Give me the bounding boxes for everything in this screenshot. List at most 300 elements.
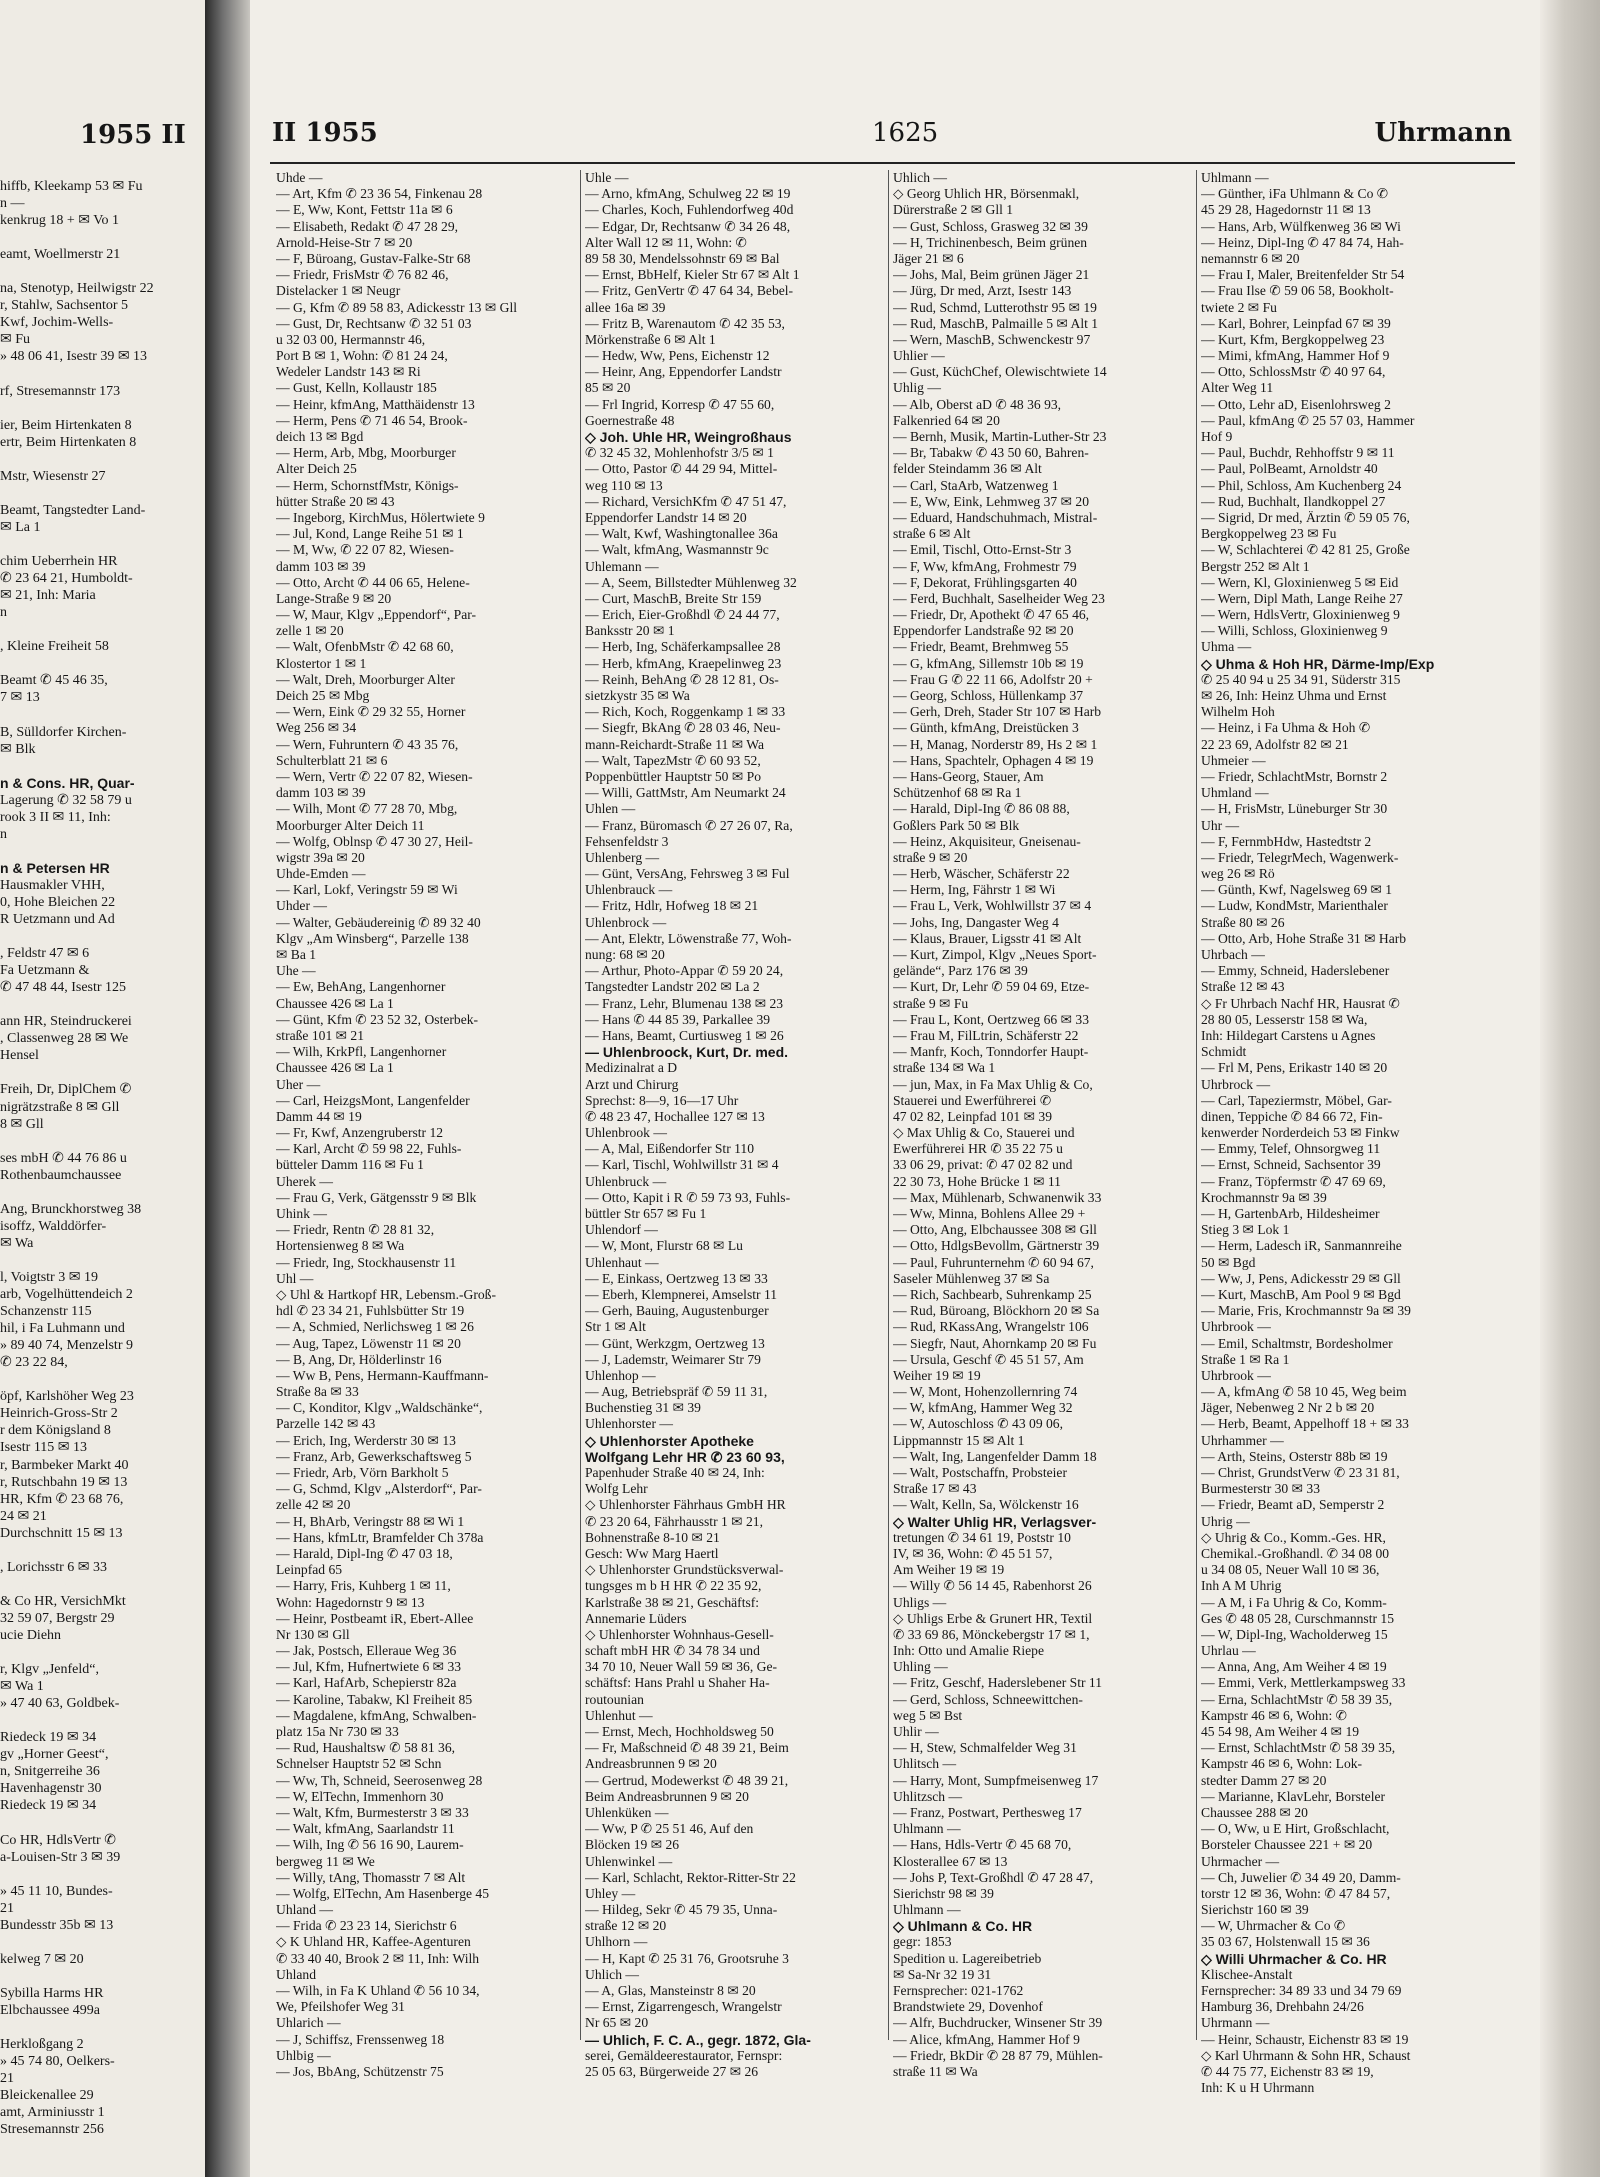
directory-entry-line: ◇ Fr Uhrbach Nachf HR, Hausrat ✆ <box>1201 995 1400 1011</box>
left-page-fragment-line <box>0 655 215 672</box>
left-page-fragment-line: Ang, Brunckhorstweg 38 <box>0 1201 142 1217</box>
directory-entry-line: Inh: Otto und Amalie Riepe <box>893 1643 1045 1659</box>
directory-entry-line: — Siegfr, BkAng ✆ 28 03 46, Neu- <box>585 720 781 736</box>
directory-entry-line: ◇ Georg Uhlich HR, Börsenmakl, <box>893 186 1080 202</box>
directory-entry-line: Alter Weg 11 <box>1201 380 1274 396</box>
left-page-fragment-line <box>0 996 215 1013</box>
directory-entry-line: — Otto, Ang, Elbchaussee 308 ✉ Gll <box>893 1222 1097 1238</box>
directory-entry-line: Uhlenberg — <box>585 849 660 865</box>
directory-entry-line: büttler Str 657 ✉ Fu 1 <box>585 1206 707 1221</box>
left-page-fragment-line: Durchschnitt 15 ✉ 13 <box>0 1525 123 1541</box>
directory-entry-line: Uhlitzsch — <box>893 1788 963 1804</box>
directory-entry-line: — Walt, TapezMstr ✆ 60 93 52, <box>585 752 761 768</box>
directory-entry-line: Uhlendorf — <box>585 1222 658 1238</box>
directory-entry-line: Uhde — <box>276 170 323 185</box>
directory-entry-line: — Ernst, SchlachtMstr ✆ 58 39 35, <box>1201 1740 1396 1756</box>
directory-entry-line: — Fr, Kwf, Anzengruberstr 12 <box>276 1125 444 1141</box>
directory-entry-line: Mörkenstraße 6 ✉ Alt 1 <box>585 331 716 347</box>
directory-entry-line: — Fritz, GenVertr ✆ 47 64 34, Bebel- <box>585 283 794 299</box>
directory-entry-line: Straße 8a ✉ 33 <box>276 1384 359 1400</box>
left-page-fragment-line: ucie Diehn <box>0 1627 62 1643</box>
directory-entry-line: ◇ Uhl & Hartkopf HR, Lebensm.-Groß- <box>276 1286 496 1302</box>
directory-entry-line: Bergstr 252 ✉ Alt 1 <box>1201 558 1310 574</box>
directory-column-1 <box>276 170 568 2080</box>
directory-entry-line: — Willy, tAng, Thomasstr 7 ✉ Alt <box>276 1869 466 1885</box>
directory-entry-line: Lippmannstr 15 ✉ Alt 1 <box>893 1432 1025 1448</box>
directory-entry-line: — Heinr, Schaustr, Eichenstr 83 ✉ 19 <box>1201 2031 1409 2047</box>
directory-entry-line: Damm 44 ✉ 19 <box>276 1108 362 1124</box>
directory-entry-line: tretungen ✆ 34 61 19, Poststr 10 <box>893 1529 1071 1545</box>
directory-entry-line: Uhlenhut — <box>585 1707 653 1723</box>
left-page-fragment-line <box>0 928 215 945</box>
directory-entry-line: — Frau L, Kont, Oertzweg 66 ✉ 33 <box>893 1011 1090 1027</box>
directory-entry-line: Chaussee 288 ✉ 20 <box>1201 1804 1308 1820</box>
directory-column-4 <box>1201 170 1493 2096</box>
directory-entry-line: ◇ Uhma & Hoh HR, Därme-Imp/Exp <box>1201 655 1435 672</box>
directory-entry-line: — Jürg, Dr med, Arzt, Isestr 143 <box>893 283 1072 299</box>
directory-entry-line: — Hans-Georg, Stauer, Am <box>893 768 1044 784</box>
directory-entry-line: — Gerh, Dreh, Stader Str 107 ✉ Harb <box>893 704 1102 720</box>
directory-entry-line: Uherek — <box>276 1173 333 1189</box>
directory-entry-line: — Sigrid, Dr med, Ärztin ✆ 59 05 76, <box>1201 509 1410 525</box>
directory-entry-line: — Wilh, Mont ✆ 77 28 70, Mbg, <box>276 801 458 817</box>
directory-entry-line: — Emmy, Schneid, Haderslebener <box>1201 963 1390 979</box>
directory-entry-line: 35 03 67, Holstenwall 15 ✉ 36 <box>1201 1934 1370 1950</box>
directory-entry-line: — Rud, MaschB, Palmaille 5 ✉ Alt 1 <box>893 315 1099 331</box>
directory-entry-line: — Ferd, Buchhalt, Saselheider Weg 23 <box>893 590 1105 606</box>
directory-entry-line: Wohn: Hagedornstr 9 ✉ 13 <box>276 1594 425 1610</box>
directory-entry-line: — Franz, Postwart, Perthesweg 17 <box>893 1804 1082 1820</box>
directory-entry-line: Weg 256 ✉ 34 <box>276 720 357 736</box>
directory-page <box>250 0 1540 2177</box>
directory-entry-line: — Jul, Kond, Lange Reihe 51 ✉ 1 <box>276 526 464 542</box>
directory-entry-line: Uhlemann — <box>585 558 659 574</box>
directory-entry-line: — Friedr, BkDir ✆ 28 87 79, Mühlen- <box>893 2047 1103 2063</box>
directory-entry-line: — Heinr, Ang, Eppendorfer Landstr <box>585 364 782 380</box>
directory-entry-line: — Walt, kfmAng, Wasmannstr 9c <box>585 542 769 558</box>
directory-entry-line: Chaussee 426 ✉ La 1 <box>276 995 394 1011</box>
directory-entry-line: Moorburger Alter Deich 11 <box>276 817 425 833</box>
directory-entry-line: — Ludw, KondMstr, Marienthaler <box>1201 898 1388 914</box>
directory-entry-line: — E, Ww, Kont, Fettstr 11a ✉ 6 <box>276 202 453 218</box>
directory-entry-line: — Hans, Spachtelr, Ophagen 4 ✉ 19 <box>893 752 1094 768</box>
left-page-fragment-line: Schanzenstr 115 <box>0 1304 92 1320</box>
directory-entry-line: — Karl, Archt ✆ 59 98 22, Fuhls- <box>276 1141 462 1157</box>
left-page-fragment-line: Rothenbaumchaussee <box>0 1167 122 1183</box>
directory-entry-line: — Friedr, Rentn ✆ 28 81 32, <box>276 1222 435 1238</box>
left-page-fragment-line: hiffb, Kleekamp 53 ✉ Fu <box>0 179 143 194</box>
directory-entry-line: — Gust, KüchChef, Olewischtwiete 14 <box>893 364 1107 380</box>
directory-entry-line: — Ursula, Geschf ✆ 45 51 57, Am <box>893 1351 1084 1367</box>
directory-entry-line: — H, BhArb, Veringstr 88 ✉ Wi 1 <box>276 1513 465 1529</box>
directory-entry-line: Straße 1 ✉ Ra 1 <box>1201 1351 1290 1367</box>
directory-entry-line: — Arth, Steins, Osterstr 88b ✉ 19 <box>1201 1448 1388 1464</box>
directory-entry-line: — Walt, Kelln, Sa, Wölckenstr 16 <box>893 1497 1079 1513</box>
left-page-fragment-line: Mstr, Wiesenstr 27 <box>0 468 106 484</box>
directory-entry-line: — Hedw, Ww, Pens, Eichenstr 12 <box>585 348 770 364</box>
directory-entry-line: Uhlbig — <box>276 2047 331 2063</box>
directory-entry-line: — Manfr, Koch, Tonndorfer Haupt- <box>893 1044 1089 1060</box>
directory-entry-line: — E, Einkass, Oertzweg 13 ✉ 33 <box>585 1270 768 1286</box>
directory-entry-line: — A, Seem, Billstedter Mühlenweg 32 <box>585 574 797 590</box>
directory-entry-line: Uhlenhorster — <box>585 1416 673 1432</box>
directory-entry-line: — Curt, MaschB, Breite Str 159 <box>585 590 762 606</box>
directory-entry-line: — Mimi, kfmAng, Hammer Hof 9 <box>1201 348 1390 364</box>
directory-entry-line: ✆ 23 20 64, Fährhausstr 1 ✉ 21, <box>585 1513 763 1529</box>
directory-entry-line: — Karl, Lokf, Veringstr 59 ✉ Wi <box>276 882 458 898</box>
directory-entry-line: torstr 12 ✉ 36, Wohn: ✆ 47 84 57, <box>1201 1885 1391 1901</box>
directory-entry-line: — Rud, Buchhalt, Ilandkoppel 27 <box>1201 493 1386 509</box>
directory-entry-line: Klostertor 1 ✉ 1 <box>276 655 367 671</box>
left-page-fragment-line: Stresemannstr 256 <box>0 2122 104 2138</box>
directory-entry-line: 89 58 30, Mendelssohnstr 69 ✉ Bal <box>585 250 780 266</box>
directory-entry-line: nung: 68 ✉ 20 <box>585 947 665 962</box>
directory-entry-line: Uhrbrock — <box>1201 1076 1271 1092</box>
left-page-fragment-line: HR, Kfm ✆ 23 68 76, <box>0 1491 124 1507</box>
directory-entry-line: — Otto, Archt ✆ 44 06 65, Helene- <box>276 574 470 590</box>
left-page-fragment-line: 32 59 07, Bergstr 29 <box>0 1610 115 1626</box>
directory-entry-line: twiete 2 ✉ Fu <box>1201 299 1277 315</box>
directory-entry-line: Port B ✉ 1, Wohn: ✆ 81 24 24, <box>276 348 448 364</box>
directory-entry-line: stedter Damm 27 ✉ 20 <box>1201 1772 1327 1788</box>
directory-entry-line: ✉ Ba 1 <box>276 947 317 962</box>
directory-entry-line: — Kurt, Kfm, Bergkoppelweg 23 <box>1201 331 1385 347</box>
directory-entry-line: Uhley — <box>585 1885 636 1901</box>
directory-entry-line: — Walt, Kwf, Washingtonallee 36a <box>585 526 778 542</box>
directory-entry-line: — Frau G ✆ 22 11 66, Adolfstr 20 + <box>893 671 1093 687</box>
left-page-fragment-line: r, Rutschbahn 19 ✉ 13 <box>0 1474 128 1490</box>
directory-entry-line: weg 26 ✉ Rö <box>1201 866 1275 882</box>
directory-entry-line: — Friedr, Dr, Apothekt ✆ 47 65 46, <box>893 607 1090 623</box>
directory-entry-line: — Wilh, Ing ✆ 56 16 90, Laurem- <box>276 1837 464 1853</box>
directory-entry-line: — H, Trichinenbesch, Beim grünen <box>893 234 1088 250</box>
left-page-fragment-line: Elbchaussee 499a <box>0 2003 100 2019</box>
left-page-fragment-line: Isestr 115 ✉ 13 <box>0 1440 88 1456</box>
directory-entry-line: Uhlenbruck — <box>585 1173 667 1189</box>
directory-entry-line: ◇ Uhlenhorster Wohnhaus-Gesell- <box>585 1626 774 1642</box>
directory-entry-line: — Bernh, Musik, Martin-Luther-Str 23 <box>893 429 1107 444</box>
directory-entry-line: — Herb, Wäscher, Schäferstr 22 <box>893 866 1070 882</box>
left-page-fragment-line <box>0 1712 215 1729</box>
directory-entry-line: — E, Ww, Eink, Lehmweg 37 ✉ 20 <box>893 493 1090 509</box>
left-page-fragment <box>0 0 215 2177</box>
directory-entry-line: Uhlenbrook — <box>585 1125 667 1141</box>
left-page-fragment-line: gv „Horner Geest“, <box>0 1747 109 1763</box>
directory-entry-line: Uhmeier — <box>1201 752 1266 768</box>
section-label: II 1955 <box>272 118 378 148</box>
directory-entry-line: — Friedr, Arb, Vörn Barkholt 5 <box>276 1465 449 1480</box>
directory-entry-line: Uhlier — <box>893 348 945 364</box>
left-page-fragment-line: ✉ Wa 1 <box>0 1679 44 1695</box>
directory-entry-line: — Willi, Schloss, Gloxinienweg 9 <box>1201 623 1388 639</box>
directory-entry-line: — Ww, P ✆ 25 51 46, Auf den <box>585 1821 754 1837</box>
directory-entry-line: — Otto, Lehr aD, Eisenlohrsweg 2 <box>1201 396 1391 412</box>
left-page-fragment-line: r dem Königsland 8 <box>0 1423 111 1439</box>
directory-entry-line: — Jul, Kfm, Hufnertwiete 6 ✉ 33 <box>276 1659 462 1675</box>
directory-entry-line: — Walt, kfmAng, Saarlandstr 11 <box>276 1821 455 1837</box>
directory-entry-line: — Wern, MaschB, Schwenckestr 97 <box>893 331 1091 347</box>
directory-entry-line: Kampstr 46 ✉ 6, Wohn: ✆ <box>1201 1707 1348 1723</box>
directory-entry-line: — Rud, Haushaltsw ✆ 58 81 36, <box>276 1740 456 1756</box>
directory-entry-line: felder Steindamm 36 ✉ Alt <box>893 461 1042 477</box>
directory-entry-line: Uhligs — <box>893 1594 947 1610</box>
left-page-fragment-line <box>0 1184 215 1201</box>
directory-entry-line: — Hans, Beamt, Curtiusweg 1 ✉ 26 <box>585 1027 784 1043</box>
directory-entry-line: schäftsf: Hans Prahl u Shaher Ha- <box>585 1675 770 1691</box>
directory-entry-line: serei, Gemäldeerestaurator, Fernspr: <box>585 2047 783 2063</box>
directory-entry-line: — Rich, Koch, Roggenkamp 1 ✉ 33 <box>585 704 786 720</box>
directory-entry-line: Ewerführerei HR ✆ 35 22 75 u <box>893 1141 1063 1157</box>
directory-entry-line: — Harry, Fris, Kuhberg 1 ✉ 11, <box>276 1578 451 1594</box>
directory-entry-line: Fernsprecher: 34 89 33 und 34 79 69 <box>1201 1983 1402 1998</box>
directory-entry-line: Karlstraße 38 ✉ 21, Geschäftsf: <box>585 1594 760 1610</box>
directory-entry-line: — H, Kapt ✆ 25 31 76, Grootsruhe 3 <box>585 1950 789 1966</box>
directory-entry-line: damm 103 ✉ 39 <box>276 558 366 574</box>
left-page-fragment-line: ier, Beim Hirtenkaten 8 <box>0 417 132 433</box>
directory-entry-line: Uhland — <box>276 1902 334 1918</box>
left-page-fragment-line: ✉ 21, Inh: Maria <box>0 588 96 604</box>
directory-entry-line: — Paul, Fuhrunternehm ✆ 60 94 67, <box>893 1254 1094 1270</box>
directory-entry-line: Uhlig — <box>893 380 941 396</box>
directory-entry-line: straße 101 ✉ 21 <box>276 1027 365 1043</box>
directory-entry-line: Uhlmann — <box>893 1902 961 1918</box>
directory-entry-line: Gesch: Ww Marg Haertl <box>585 1545 719 1561</box>
left-page-fragment-line <box>0 1064 215 1081</box>
directory-entry-line: — W, Autoschloss ✆ 43 09 06, <box>893 1416 1064 1432</box>
directory-entry-line: ✆ 44 75 77, Eichenstr 83 ✉ 19, <box>1201 2063 1374 2079</box>
directory-entry-line: — Siegfr, Naut, Ahornkamp 20 ✉ Fu <box>893 1335 1097 1351</box>
directory-entry-line: — A, Schmied, Nerlichsweg 1 ✉ 26 <box>276 1319 474 1335</box>
directory-entry-line: Kampstr 46 ✉ 6, Wohn: Lok- <box>1201 1756 1363 1772</box>
left-page-fragment-line: R Uetzmann und Ad <box>0 912 115 928</box>
directory-entry-line: — Herm, Ing, Fährstr 1 ✉ Wi <box>893 882 1056 898</box>
left-page-fragment-line: Kwf, Jochim-Wells- <box>0 315 114 331</box>
directory-entry-line: — Günth, kfmAng, Dreistücken 3 <box>893 720 1079 736</box>
left-page-fragment-line: n <box>0 826 7 842</box>
directory-entry-line: — Hans ✆ 44 85 39, Parkallee 39 <box>585 1011 771 1027</box>
directory-entry-line: — Elisabeth, Redakt ✆ 47 28 29, <box>276 218 459 234</box>
directory-entry-line: Goernestraße 48 <box>585 412 675 428</box>
directory-entry-line: Straße 12 ✉ 43 <box>1201 979 1285 995</box>
directory-entry-line: 85 ✉ 20 <box>585 380 631 396</box>
directory-entry-line: tungsges m b H HR ✆ 22 35 92, <box>585 1578 762 1594</box>
left-page-fragment-line: ann HR, Steindruckerei <box>0 1014 132 1030</box>
left-page-fragment-line <box>0 485 215 502</box>
left-page-fragment-line <box>0 263 215 280</box>
directory-entry-line: — Alfr, Buchdrucker, Winsener Str 39 <box>893 2015 1103 2031</box>
directory-entry-line: — Willi, GattMstr, Am Neumarkt 24 <box>585 785 786 801</box>
directory-entry-line: mann-Reichardt-Straße 11 ✉ Wa <box>585 736 765 752</box>
left-page-fragment-line: B, Sülldorfer Kirchen- <box>0 724 127 740</box>
directory-entry-line: — Fritz, Geschf, Haderslebener Str 11 <box>893 1675 1103 1691</box>
directory-entry-line: — F, Büroang, Gustav-Falke-Str 68 <box>276 250 471 266</box>
left-page-fragment-line: 8 ✉ Gll <box>0 1116 44 1132</box>
directory-entry-line: — Walt, Kfm, Burmesterstr 3 ✉ 33 <box>276 1804 469 1820</box>
left-page-fragment-line: & Co HR, VersichMkt <box>0 1593 126 1609</box>
directory-entry-line: Uhlmann — <box>893 1821 961 1837</box>
directory-entry-line: Uhder — <box>276 898 327 914</box>
directory-entry-line: — jun, Max, in Fa Max Uhlig & Co, <box>893 1076 1093 1092</box>
directory-entry-line: nemannstr 6 ✉ 20 <box>1201 250 1300 266</box>
left-page-fragment-line: rook 3 II ✉ 11, Inh: <box>0 809 111 825</box>
directory-entry-line: gelände“, Parz 176 ✉ 39 <box>893 963 1028 979</box>
directory-entry-line: Uhlenhop — <box>585 1367 656 1383</box>
directory-entry-line: Buchenstieg 31 ✉ 39 <box>585 1400 701 1416</box>
directory-entry-line: 47 02 82, Leinpfad 101 ✉ 39 <box>893 1108 1053 1124</box>
directory-entry-line: — Rud, Büroang, Blöckhorn 20 ✉ Sa <box>893 1303 1100 1319</box>
directory-entry-line: Annemarie Lüders <box>585 1610 687 1626</box>
left-page-fragment-line: nigrätzstraße 8 ✉ Gll <box>0 1099 120 1115</box>
directory-entry-line: — Arno, kfmAng, Schulweg 22 ✉ 19 <box>585 186 791 202</box>
directory-entry-line: Klischee-Anstalt <box>1201 1966 1293 1982</box>
directory-entry-line: — Otto, Pastor ✆ 44 29 94, Mittel- <box>585 461 778 477</box>
directory-entry-line: — Carl, StaArb, Watzenweg 1 <box>893 477 1059 493</box>
left-page-fragment-line: amt, Arminiusstr 1 <box>0 2105 105 2121</box>
left-page-fragment-line <box>0 1934 215 1951</box>
directory-entry-line: — Ernst, Mech, Hochholdsweg 50 <box>585 1724 774 1739</box>
directory-entry-line: zelle 1 ✉ 20 <box>276 623 344 639</box>
directory-entry-line: kenwerder Norderdeich 53 ✉ Finkw <box>1201 1125 1400 1141</box>
left-page-fragment-line: Heinrich-Gross-Str 2 <box>0 1406 118 1422</box>
directory-entry-line: — J, Lademstr, Weimarer Str 79 <box>585 1351 761 1367</box>
directory-entry-line: — J, Schiffsz, Frenssenweg 18 <box>276 2031 445 2047</box>
directory-entry-line: Schmidt <box>1201 1044 1247 1060</box>
directory-entry-line: — Ingeborg, KirchMus, Hölertwiete 9 <box>276 509 485 525</box>
directory-entry-line: ◇ Uhlenhorster Grundstücksverwal- <box>585 1562 784 1578</box>
directory-entry-line: — Otto, Kapit i R ✆ 59 73 93, Fuhls- <box>585 1189 791 1205</box>
directory-entry-line: allee 16a ✉ 39 <box>585 299 666 315</box>
directory-entry-line: — H, GartenbArb, Hildesheimer <box>1201 1206 1380 1221</box>
directory-entry-line: bütteler Damm 116 ✉ Fu 1 <box>276 1157 424 1173</box>
directory-entry-line: — Frau Ilse ✆ 59 06 58, Bookholt- <box>1201 283 1394 299</box>
directory-entry-line: Uhlich — <box>893 170 947 185</box>
directory-entry-line: — Heinr, kfmAng, Matthäidenstr 13 <box>276 396 475 412</box>
left-page-fragment-line <box>0 1371 215 1388</box>
directory-entry-line: — Herb, kfmAng, Kraepelinweg 23 <box>585 655 782 671</box>
left-page-fragment-line: n <box>0 605 7 621</box>
directory-entry-line: — Paul, PolBeamt, Arnoldstr 40 <box>1201 461 1378 477</box>
directory-entry-line: Uhlir — <box>893 1724 939 1739</box>
directory-entry-line: Brandstwiete 29, Dovenhof <box>893 1999 1043 2015</box>
directory-entry-line: Fehsenfeldstr 3 <box>585 833 669 849</box>
directory-entry-line: Wolfgang Lehr HR ✆ 23 60 93, <box>585 1448 785 1465</box>
directory-entry-line: Inh A M Uhrig <box>1201 1578 1282 1594</box>
directory-entry-line: — Carl, HeizgsMont, Langenfelder <box>276 1092 470 1108</box>
left-page-fragment-line: 7 ✉ 13 <box>0 690 40 706</box>
directory-entry-line: — H, Stew, Schmalfelder Weg 31 <box>893 1740 1077 1756</box>
directory-entry-line: — H, Manag, Norderstr 89, Hs 2 ✉ 1 <box>893 736 1098 752</box>
directory-entry-line: — W, Mont, Hohenzollernring 74 <box>893 1384 1078 1400</box>
directory-entry-line: Sierichstr 98 ✉ 39 <box>893 1885 994 1901</box>
directory-entry-line: Burmesterstr 30 ✉ 33 <box>1201 1481 1320 1497</box>
directory-entry-line: Uhle — <box>585 170 629 185</box>
left-page-fragment-line: 0, Hohe Bleichen 22 <box>0 894 116 910</box>
directory-entry-line: Weiher 19 ✉ 19 <box>893 1367 981 1383</box>
directory-entry-line: Uhlarich — <box>276 2015 341 2031</box>
directory-entry-line: Banksstr 20 ✉ 1 <box>585 623 675 639</box>
directory-entry-line: — Herb, Beamt, Appelhoff 18 + ✉ 33 <box>1201 1416 1409 1432</box>
directory-entry-line: Uhr — <box>1201 817 1240 833</box>
left-page-fragment-line: Herkloßgang 2 <box>0 2037 84 2053</box>
left-page-fragment-line: Beamt ✆ 45 46 35, <box>0 673 108 689</box>
directory-entry-line: wigstr 39a ✉ 20 <box>276 849 365 865</box>
directory-entry-line: — Friedr, SchlachtMstr, Bornstr 2 <box>1201 768 1388 784</box>
directory-entry-line: — Walt, Dreh, Moorburger Alter <box>276 671 455 687</box>
directory-entry-line: hütter Straße 20 ✉ 43 <box>276 493 395 509</box>
directory-entry-line: Uhlich — <box>585 1966 639 1982</box>
left-page-fragment-line: öpf, Karlshöher Weg 23 <box>0 1389 134 1405</box>
left-page-fragment-line: Lagerung ✆ 32 58 79 u <box>0 792 132 808</box>
directory-entry-line: — Ch, Juwelier ✆ 34 49 20, Damm- <box>1201 1869 1401 1885</box>
left-page-fragment-line: a-Louisen-Str 3 ✉ 39 <box>0 1849 121 1865</box>
directory-entry-line: ◇ K Uhland HR, Kaffee-Agenturen <box>276 1934 471 1950</box>
left-page-fragment-line: » 48 06 41, Isestr 39 ✉ 13 <box>0 349 148 365</box>
directory-entry-line: ✉ Sa-Nr 32 19 31 <box>893 1966 992 1982</box>
left-page-fragment-line: ✆ 23 22 84, <box>0 1355 68 1371</box>
directory-entry-line: Andreasbrunnen 9 ✉ 20 <box>585 1756 717 1772</box>
left-page-fragment-line <box>0 843 215 860</box>
directory-entry-line: Bergkoppelweg 23 ✉ Fu <box>1201 526 1337 542</box>
left-page-fragment-line <box>0 1866 215 1883</box>
directory-entry-line: — Günt, Werkzgm, Oertzweg 13 <box>585 1335 765 1351</box>
running-head: Uhrmann <box>1374 118 1512 148</box>
directory-entry-line: Ges ✆ 48 05 28, Curschmannstr 15 <box>1201 1610 1395 1626</box>
directory-entry-line: — Günt, Kfm ✆ 23 52 32, Osterbek- <box>276 1011 479 1027</box>
directory-entry-line: Bohnenstraße 8-10 ✉ 21 <box>585 1529 720 1545</box>
directory-entry-line: ✆ 33 40 40, Brook 2 ✉ 11, Inh: Wilh <box>276 1950 480 1966</box>
directory-entry-line: gegr: 1853 <box>893 1934 952 1950</box>
directory-entry-line: — Walt, OfenbMstr ✆ 42 68 60, <box>276 639 454 655</box>
directory-entry-line: Medizinalrat a D <box>585 1060 678 1076</box>
directory-entry-line: — W, Schlachterei ✆ 42 81 25, Große <box>1201 542 1410 558</box>
left-page-fragment-line: r, Stahlw, Sachsentor 5 <box>0 298 129 314</box>
directory-entry-line: — Rich, Sachbearb, Suhrenkamp 25 <box>893 1286 1092 1302</box>
directory-entry-line: Krochmannstr 9a ✉ 39 <box>1201 1189 1327 1205</box>
directory-entry-line: — W, ElTechn, Immenhorn 30 <box>276 1788 444 1804</box>
directory-entry-line: — Johs P, Text-Großhdl ✆ 47 28 47, <box>893 1869 1094 1885</box>
directory-entry-line: — Erich, Ing, Werderstr 30 ✉ 13 <box>276 1432 456 1448</box>
directory-entry-line: ◇ Joh. Uhle HR, Weingroßhaus <box>585 429 792 445</box>
directory-entry-line: Uhlhorn — <box>585 1934 648 1950</box>
directory-entry-line: Hof 9 <box>1201 429 1233 444</box>
directory-entry-line: weg 110 ✉ 13 <box>585 477 663 493</box>
directory-entry-line: — Erna, SchlachtMstr ✆ 58 39 35, <box>1201 1691 1393 1707</box>
directory-entry-line: — Frl M, Pens, Erikastr 140 ✉ 20 <box>1201 1060 1388 1076</box>
directory-entry-line: Am Weiher 19 ✉ 19 <box>893 1562 1005 1578</box>
column-divider <box>1196 170 1197 2040</box>
directory-entry-line: Uhrmacher — <box>1201 1853 1280 1869</box>
directory-entry-line: — Eduard, Handschuhmach, Mistral- <box>893 509 1098 525</box>
directory-entry-line: — A M, i Fa Uhrig & Co, Komm- <box>1201 1594 1387 1610</box>
directory-entry-line: — Herm, SchornstfMstr, Königs- <box>276 477 459 493</box>
left-page-fragment-line <box>0 1815 215 1832</box>
directory-entry-line: Jäger, Nebenweg 2 Nr 2 b ✉ 20 <box>1201 1400 1375 1416</box>
directory-entry-line: Tangstedter Landstr 202 ✉ La 2 <box>585 979 760 995</box>
directory-entry-line: — A, Glas, Mansteinstr 8 ✉ 20 <box>585 1983 756 1998</box>
directory-entry-line: — Fr, Maßschneid ✆ 48 39 21, Beim <box>585 1740 789 1756</box>
left-page-fragment-line: kenkrug 18 + ✉ Vo 1 <box>0 213 120 229</box>
directory-entry-line: — A, Mal, Eißendorfer Str 110 <box>585 1141 755 1157</box>
directory-entry-line: Schulterblatt 21 ✉ 6 <box>276 752 388 768</box>
directory-entry-line: — W, Uhrmacher & Co ✆ <box>1201 1918 1346 1934</box>
left-page-fragment-line <box>0 621 215 638</box>
directory-entry-line: — F, Ww, kfmAng, Frohmestr 79 <box>893 558 1077 574</box>
directory-entry-line: — Franz, Arb, Gewerkschaftsweg 5 <box>276 1448 472 1464</box>
directory-entry-line: — Georg, Schloss, Hüllenkamp 37 <box>893 688 1084 703</box>
directory-entry-line: Klgv „Am Winsberg“, Parzelle 138 <box>276 930 469 946</box>
directory-entry-line: — B, Ang, Dr, Hölderlinstr 16 <box>276 1351 442 1367</box>
directory-entry-line: schaft mbH HR ✆ 34 78 34 und <box>585 1643 760 1659</box>
